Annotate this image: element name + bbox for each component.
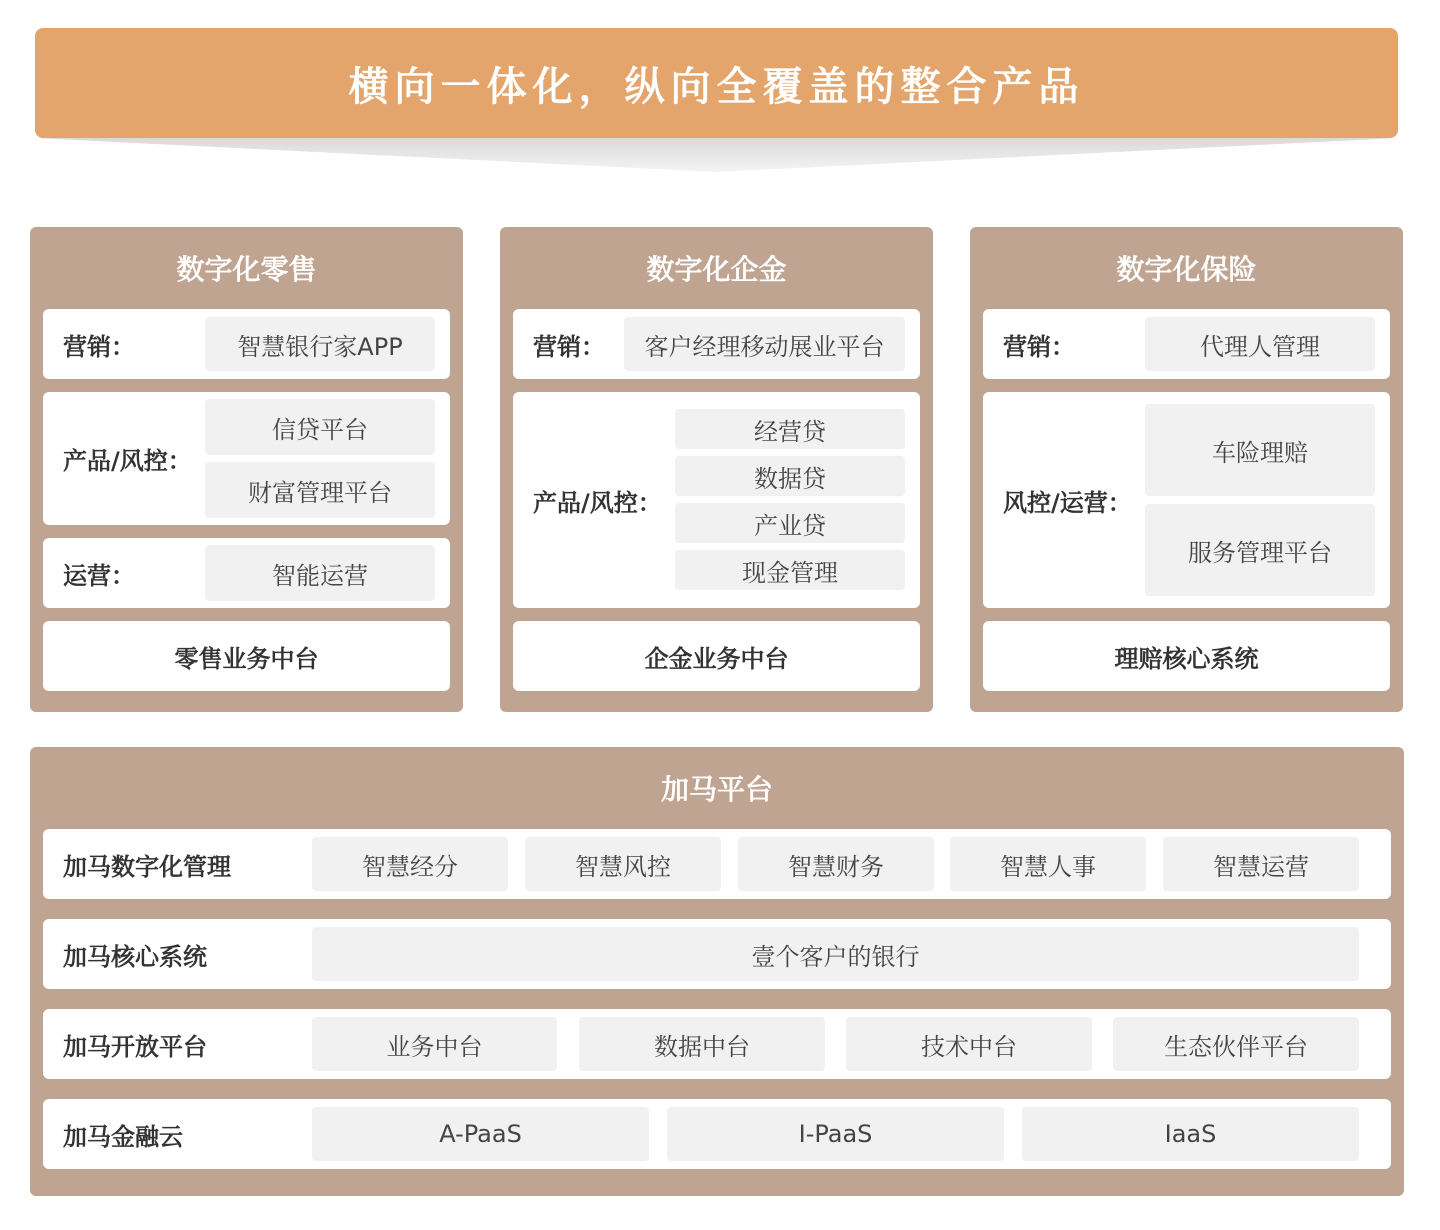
chip-cash-management[interactable]: 现金管理 — [675, 550, 905, 590]
chip-one-customer-bank[interactable]: 壹个客户的银行 — [312, 927, 1359, 981]
chip-data-loan[interactable]: 数据贷 — [675, 456, 905, 496]
row-label: 加马数字化管理 — [63, 852, 231, 881]
marketing-row — [513, 309, 920, 379]
banner-title: 横向一体化，纵向全覆盖的整合产品 — [348, 63, 1085, 110]
chip-iaas[interactable]: IaaS — [1022, 1107, 1359, 1161]
chip-smart-operations[interactable]: 智慧运营 — [1163, 837, 1359, 891]
chip-wealth-platform[interactable]: 财富管理平台 — [205, 462, 435, 518]
chip-a-paas[interactable]: A-PaaS — [312, 1107, 649, 1161]
chip-business-loan[interactable]: 经营贷 — [675, 409, 905, 449]
column-insurance — [970, 227, 1403, 712]
chip-auto-claims[interactable]: 车险理赔 — [1145, 404, 1375, 496]
chip-tech-middle[interactable]: 技术中台 — [846, 1017, 1092, 1071]
chip-credit-platform[interactable]: 信贷平台 — [205, 399, 435, 455]
platform-row-core-system — [43, 919, 1391, 989]
row-label: 加马核心系统 — [63, 942, 207, 971]
marketing-label: 营销： — [63, 332, 135, 361]
chip-smart-risk[interactable]: 智慧风控 — [525, 837, 721, 891]
platform-row-open-platform — [43, 1009, 1391, 1079]
column-title: 数字化零售 — [176, 253, 317, 286]
column-title: 数字化企金 — [646, 253, 787, 286]
chip-data-middle[interactable]: 数据中台 — [579, 1017, 825, 1071]
marketing-label: 营销： — [1003, 332, 1075, 361]
chip-smart-analytics[interactable]: 智慧经分 — [312, 837, 508, 891]
chip-agent-management[interactable]: 代理人管理 — [1145, 317, 1375, 371]
product-risk-row — [513, 392, 920, 608]
chip-ecosystem-partner[interactable]: 生态伙伴平台 — [1113, 1017, 1359, 1071]
product-risk-row — [43, 392, 450, 525]
chip-smart-finance[interactable]: 智慧财务 — [738, 837, 934, 891]
chip-industry-loan[interactable]: 产业贷 — [675, 503, 905, 543]
platform-row-financial-cloud — [43, 1099, 1391, 1169]
chip-i-paas[interactable]: I-PaaS — [667, 1107, 1004, 1161]
marketing-row — [43, 309, 450, 379]
chip-mobile-sales-platform[interactable]: 客户经理移动展业平台 — [624, 317, 905, 371]
column-corporate — [500, 227, 933, 712]
jiama-platform — [30, 747, 1404, 1196]
product-risk-label: 产品/风控： — [533, 488, 662, 517]
corporate-middle-platform[interactable]: 企金业务中台 — [513, 621, 920, 691]
risk-ops-row — [983, 392, 1390, 608]
row-label: 加马开放平台 — [63, 1032, 207, 1061]
claims-core-system[interactable]: 理赔核心系统 — [983, 621, 1390, 691]
product-risk-label: 产品/风控： — [63, 447, 192, 475]
chip-smart-ops[interactable]: 智能运营 — [205, 545, 435, 601]
chip-smart-hr[interactable]: 智慧人事 — [950, 837, 1146, 891]
platform-title: 加马平台 — [660, 773, 773, 806]
chip-smart-banker-app[interactable]: 智慧银行家APP — [205, 317, 435, 371]
ops-label: 运营： — [63, 561, 135, 590]
ops-row — [43, 538, 450, 608]
marketing-label: 营销： — [533, 332, 605, 361]
retail-middle-platform[interactable]: 零售业务中台 — [43, 621, 450, 691]
chip-service-platform[interactable]: 服务管理平台 — [1145, 504, 1375, 596]
chip-business-middle[interactable]: 业务中台 — [312, 1017, 557, 1071]
marketing-row — [983, 309, 1390, 379]
banner-down-arrow — [35, 138, 1398, 172]
risk-ops-label: 风控/运营： — [1003, 488, 1132, 517]
column-title: 数字化保险 — [1116, 253, 1257, 286]
column-retail — [30, 227, 463, 712]
header-banner — [35, 28, 1398, 138]
row-label: 加马金融云 — [63, 1122, 183, 1151]
platform-row-digital-management — [43, 829, 1391, 899]
